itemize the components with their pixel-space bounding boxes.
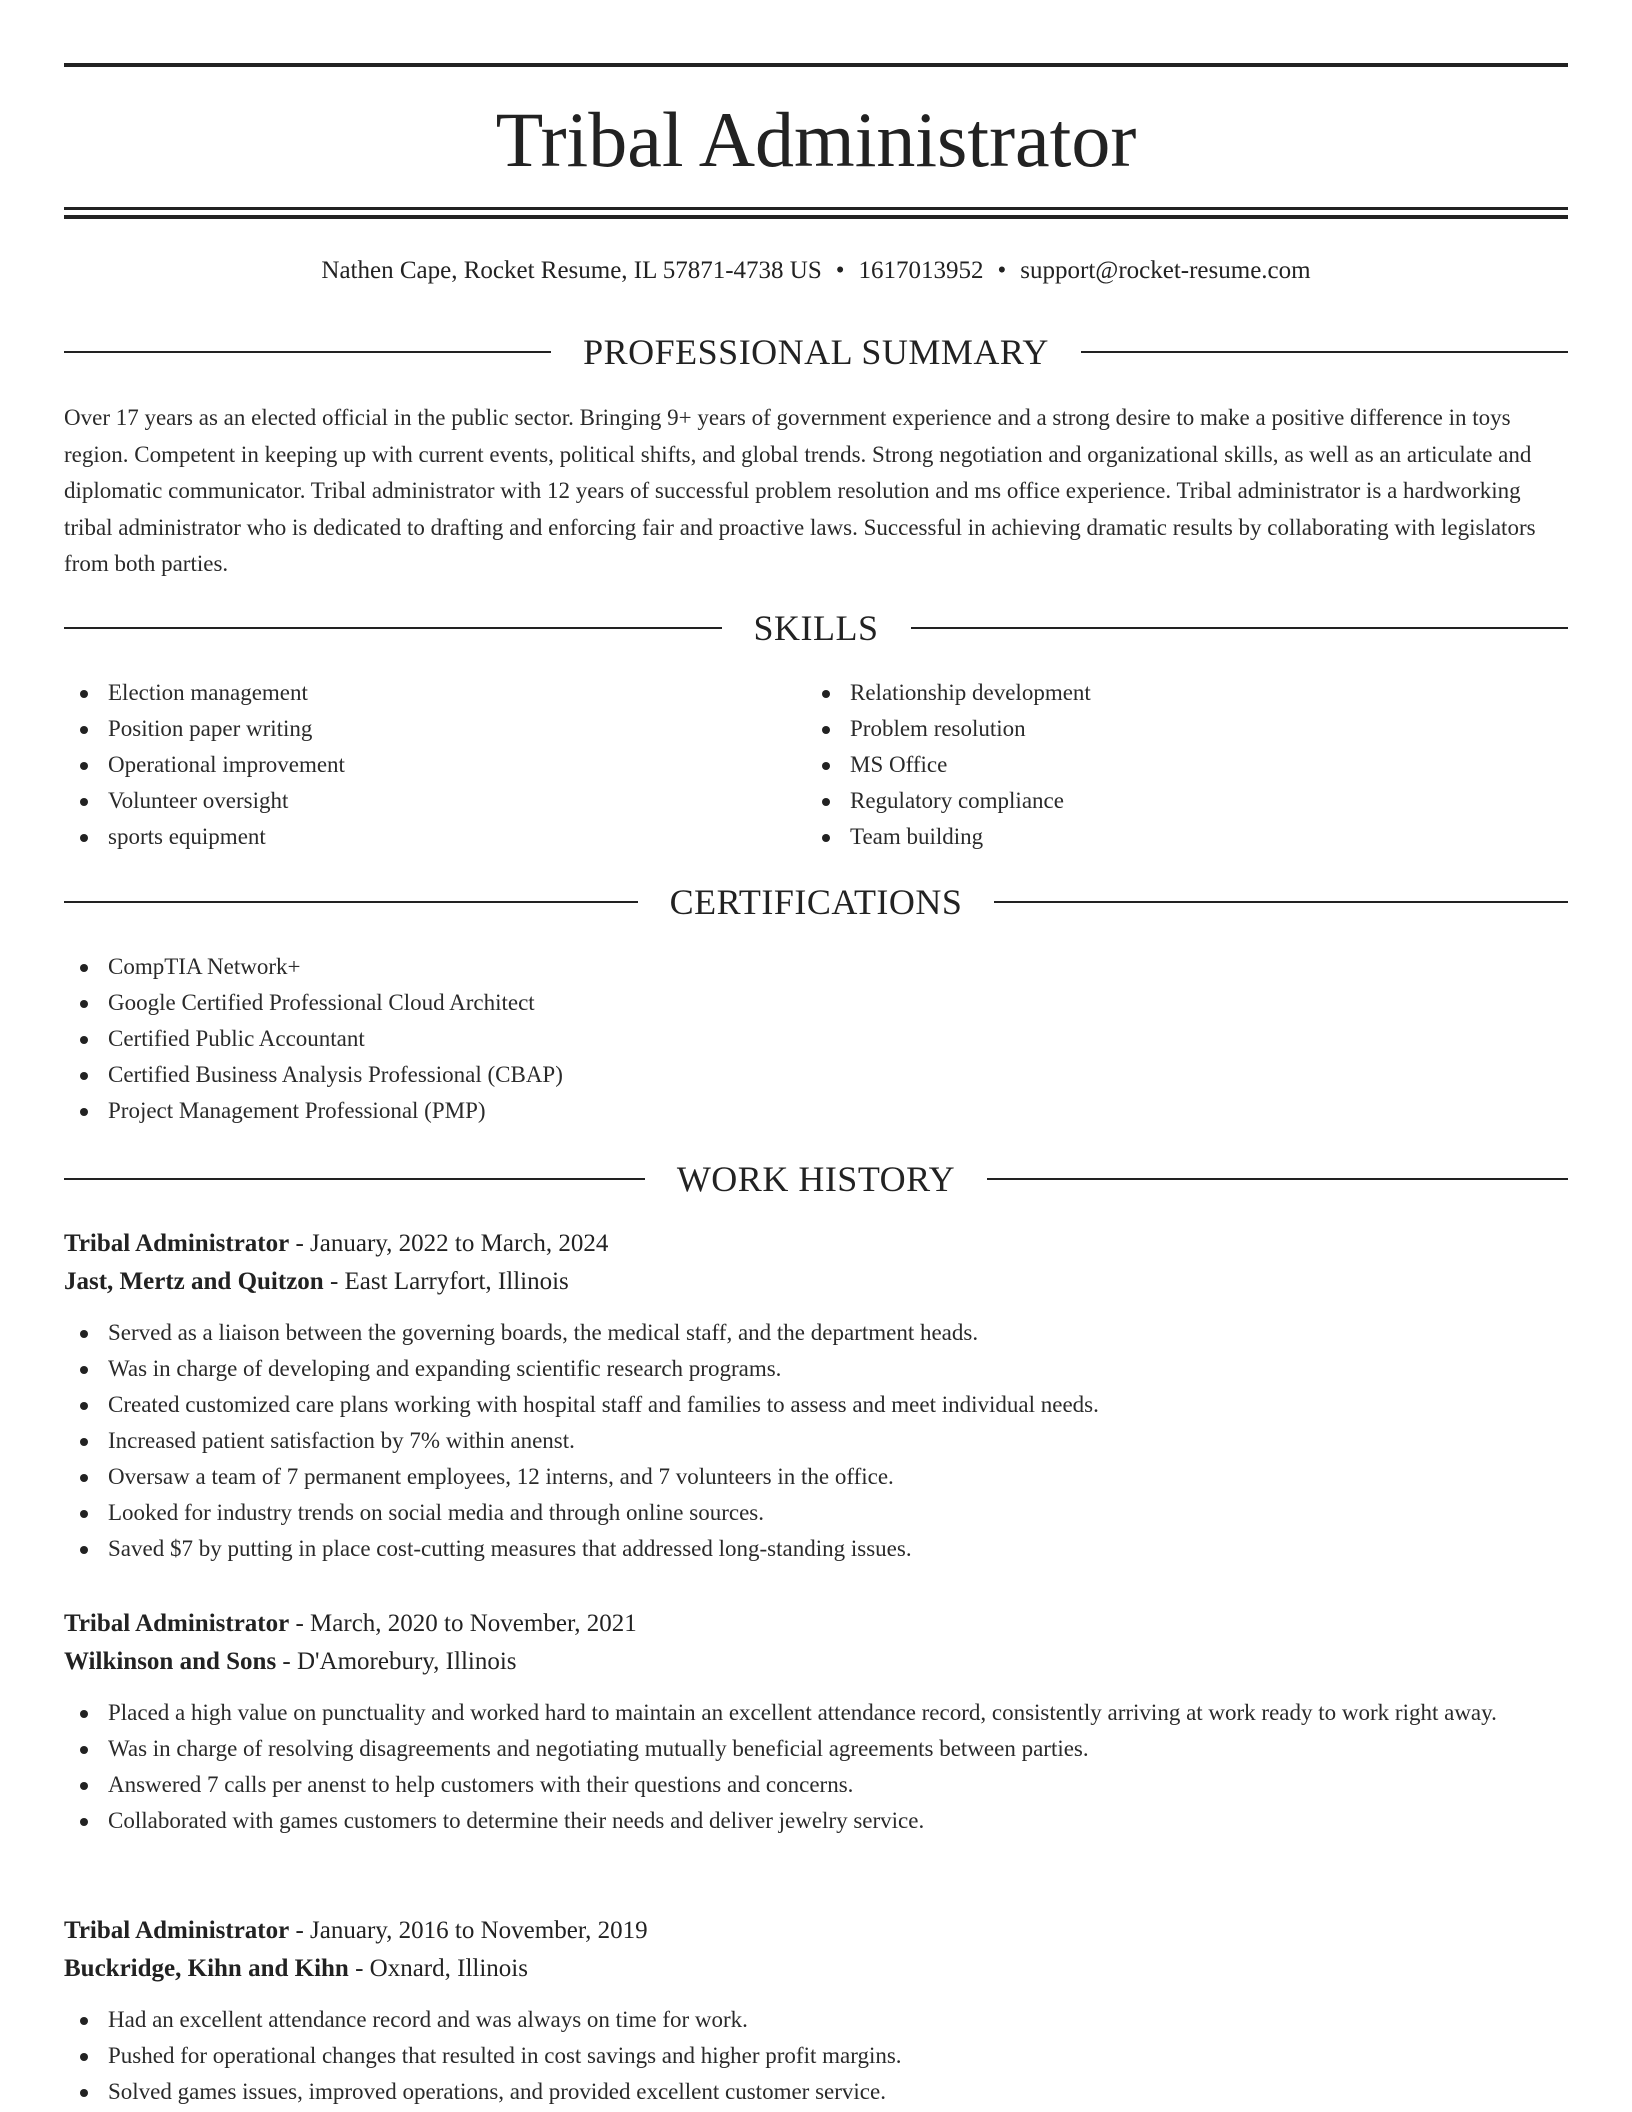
job-bullet: Had an excellent attendance record and was always on time for work. xyxy=(64,2002,1568,2038)
section-title: PROFESSIONAL SUMMARY xyxy=(583,332,1049,372)
skill-item: Team building xyxy=(806,819,1506,855)
contact-email: support@rocket-resume.com xyxy=(1020,257,1311,284)
job-title-line xyxy=(64,1225,1568,1263)
job-company: Jast, Mertz and Quitzon xyxy=(64,1268,324,1295)
section-heading-certifications xyxy=(64,880,1568,924)
skill-item: sports equipment xyxy=(64,819,764,855)
job-location: - D'Amorebury, Illinois xyxy=(276,1648,517,1675)
contact-separator: • xyxy=(835,257,845,284)
job-bullet: Served as a liaison between the governing boards, the medical staff, and the department heads. xyxy=(64,1315,1568,1351)
header-top-rule xyxy=(64,63,1568,67)
job-title-line xyxy=(64,1912,1568,1950)
certification-item: Project Management Professional (PMP) xyxy=(64,1093,1064,1129)
work-entry xyxy=(64,1225,1568,1567)
skill-item: Volunteer oversight xyxy=(64,783,764,819)
job-bullets xyxy=(64,2002,1568,2110)
header-bottom-rule xyxy=(64,207,1568,210)
divider-line xyxy=(994,901,1568,903)
section-title: WORK HISTORY xyxy=(676,1159,956,1199)
divider-line xyxy=(911,627,1569,629)
skill-item: Problem resolution xyxy=(806,711,1506,747)
section-title: CERTIFICATIONS xyxy=(669,882,963,922)
header-bottom-rule-thick xyxy=(64,215,1568,219)
job-title-line xyxy=(64,1605,1568,1643)
job-dates: - January, 2016 to November, 2019 xyxy=(289,1917,648,1944)
divider-line xyxy=(64,351,551,353)
job-bullet: Created customized care plans working with hospital staff and families to assess and meet individual needs. xyxy=(64,1387,1568,1423)
skill-item: Operational improvement xyxy=(64,747,764,783)
job-company-line xyxy=(64,1643,1568,1681)
job-title: Tribal Administrator xyxy=(64,1610,290,1637)
page-title: Tribal Administrator xyxy=(495,96,1137,183)
job-bullet: Solved games issues, improved operations, and provided excellent customer service. xyxy=(64,2074,1568,2110)
certifications-list xyxy=(64,949,1064,1129)
divider-line xyxy=(64,627,722,629)
contact-address: Nathen Cape, Rocket Resume, IL 57871-4738 US xyxy=(321,257,822,284)
section-heading-work-history xyxy=(64,1157,1568,1201)
job-bullets xyxy=(64,1695,1568,1839)
section-title: SKILLS xyxy=(753,608,879,648)
job-location: - East Larryfort, Illinois xyxy=(323,1268,569,1295)
work-entry xyxy=(64,1912,1568,2110)
job-location: - Oxnard, Illinois xyxy=(348,1955,528,1982)
job-bullet: Collaborated with games customers to determine their needs and deliver jewelry service. xyxy=(64,1803,1568,1839)
contact-line xyxy=(64,254,1568,288)
certification-item: Certified Business Analysis Professional (CBAP) xyxy=(64,1057,1064,1093)
certification-item: CompTIA Network+ xyxy=(64,949,1064,985)
skill-item: Election management xyxy=(64,675,764,711)
skills-list-right xyxy=(806,675,1506,855)
job-bullet: Increased patient satisfaction by 7% within anenst. xyxy=(64,1423,1568,1459)
job-company-line xyxy=(64,1950,1568,1988)
job-bullet: Oversaw a team of 7 permanent employees, 12 interns, and 7 volunteers in the office. xyxy=(64,1459,1568,1495)
divider-line xyxy=(987,1178,1568,1180)
contact-phone: 1617013952 xyxy=(858,257,984,284)
job-dates: - January, 2022 to March, 2024 xyxy=(289,1230,609,1257)
job-company: Buckridge, Kihn and Kihn xyxy=(64,1955,349,1982)
skill-item: MS Office xyxy=(806,747,1506,783)
job-bullet: Placed a high value on punctuality and worked hard to maintain an excellent attendance record, consistently arriving at work ready to work right away. xyxy=(64,1695,1568,1731)
job-company: Wilkinson and Sons xyxy=(64,1648,277,1675)
job-bullet: Answered 7 calls per anenst to help customers with their questions and concerns. xyxy=(64,1767,1568,1803)
summary-text: Over 17 years as an elected official in the public sector. Bringing 9+ years of government experience and a strong desire to make a positive difference in toys region. Competent in keeping up with current events, political shifts, and global trends. Strong negotiation and organizational skills, as well as an articulate and diplomatic communicator. Tribal administrator with 12 years of successful problem resolution and ms office experience. Tribal administrator is a hardworking tribal administrator who is dedicated to drafting and enforcing fair and proactive laws. Successful in achieving dramatic results by collaborating with legislators from both parties. xyxy=(64,405,1536,576)
section-heading-skills xyxy=(64,606,1568,650)
job-bullet: Was in charge of resolving disagreements and negotiating mutually beneficial agreements between parties. xyxy=(64,1731,1568,1767)
divider-line xyxy=(64,901,638,903)
skill-item: Position paper writing xyxy=(64,711,764,747)
skill-item: Regulatory compliance xyxy=(806,783,1506,819)
job-bullet: Pushed for operational changes that resulted in cost savings and higher profit margins. xyxy=(64,2038,1568,2074)
job-bullet: Was in charge of developing and expanding scientific research programs. xyxy=(64,1351,1568,1387)
job-bullet: Saved $7 by putting in place cost-cutting measures that addressed long-standing issues. xyxy=(64,1531,1568,1567)
job-dates: - March, 2020 to November, 2021 xyxy=(289,1610,637,1637)
job-bullets xyxy=(64,1315,1568,1567)
certification-item: Certified Public Accountant xyxy=(64,1021,1064,1057)
skills-list-left xyxy=(64,675,764,855)
divider-line xyxy=(64,1178,645,1180)
contact-separator: • xyxy=(997,257,1007,284)
job-title: Tribal Administrator xyxy=(64,1230,290,1257)
work-entry xyxy=(64,1605,1568,1839)
divider-line xyxy=(1081,351,1568,353)
section-heading-summary xyxy=(64,330,1568,374)
job-title: Tribal Administrator xyxy=(64,1917,290,1944)
job-company-line xyxy=(64,1263,1568,1301)
job-bullet: Looked for industry trends on social media and through online sources. xyxy=(64,1495,1568,1531)
certification-item: Google Certified Professional Cloud Architect xyxy=(64,985,1064,1021)
skill-item: Relationship development xyxy=(806,675,1506,711)
